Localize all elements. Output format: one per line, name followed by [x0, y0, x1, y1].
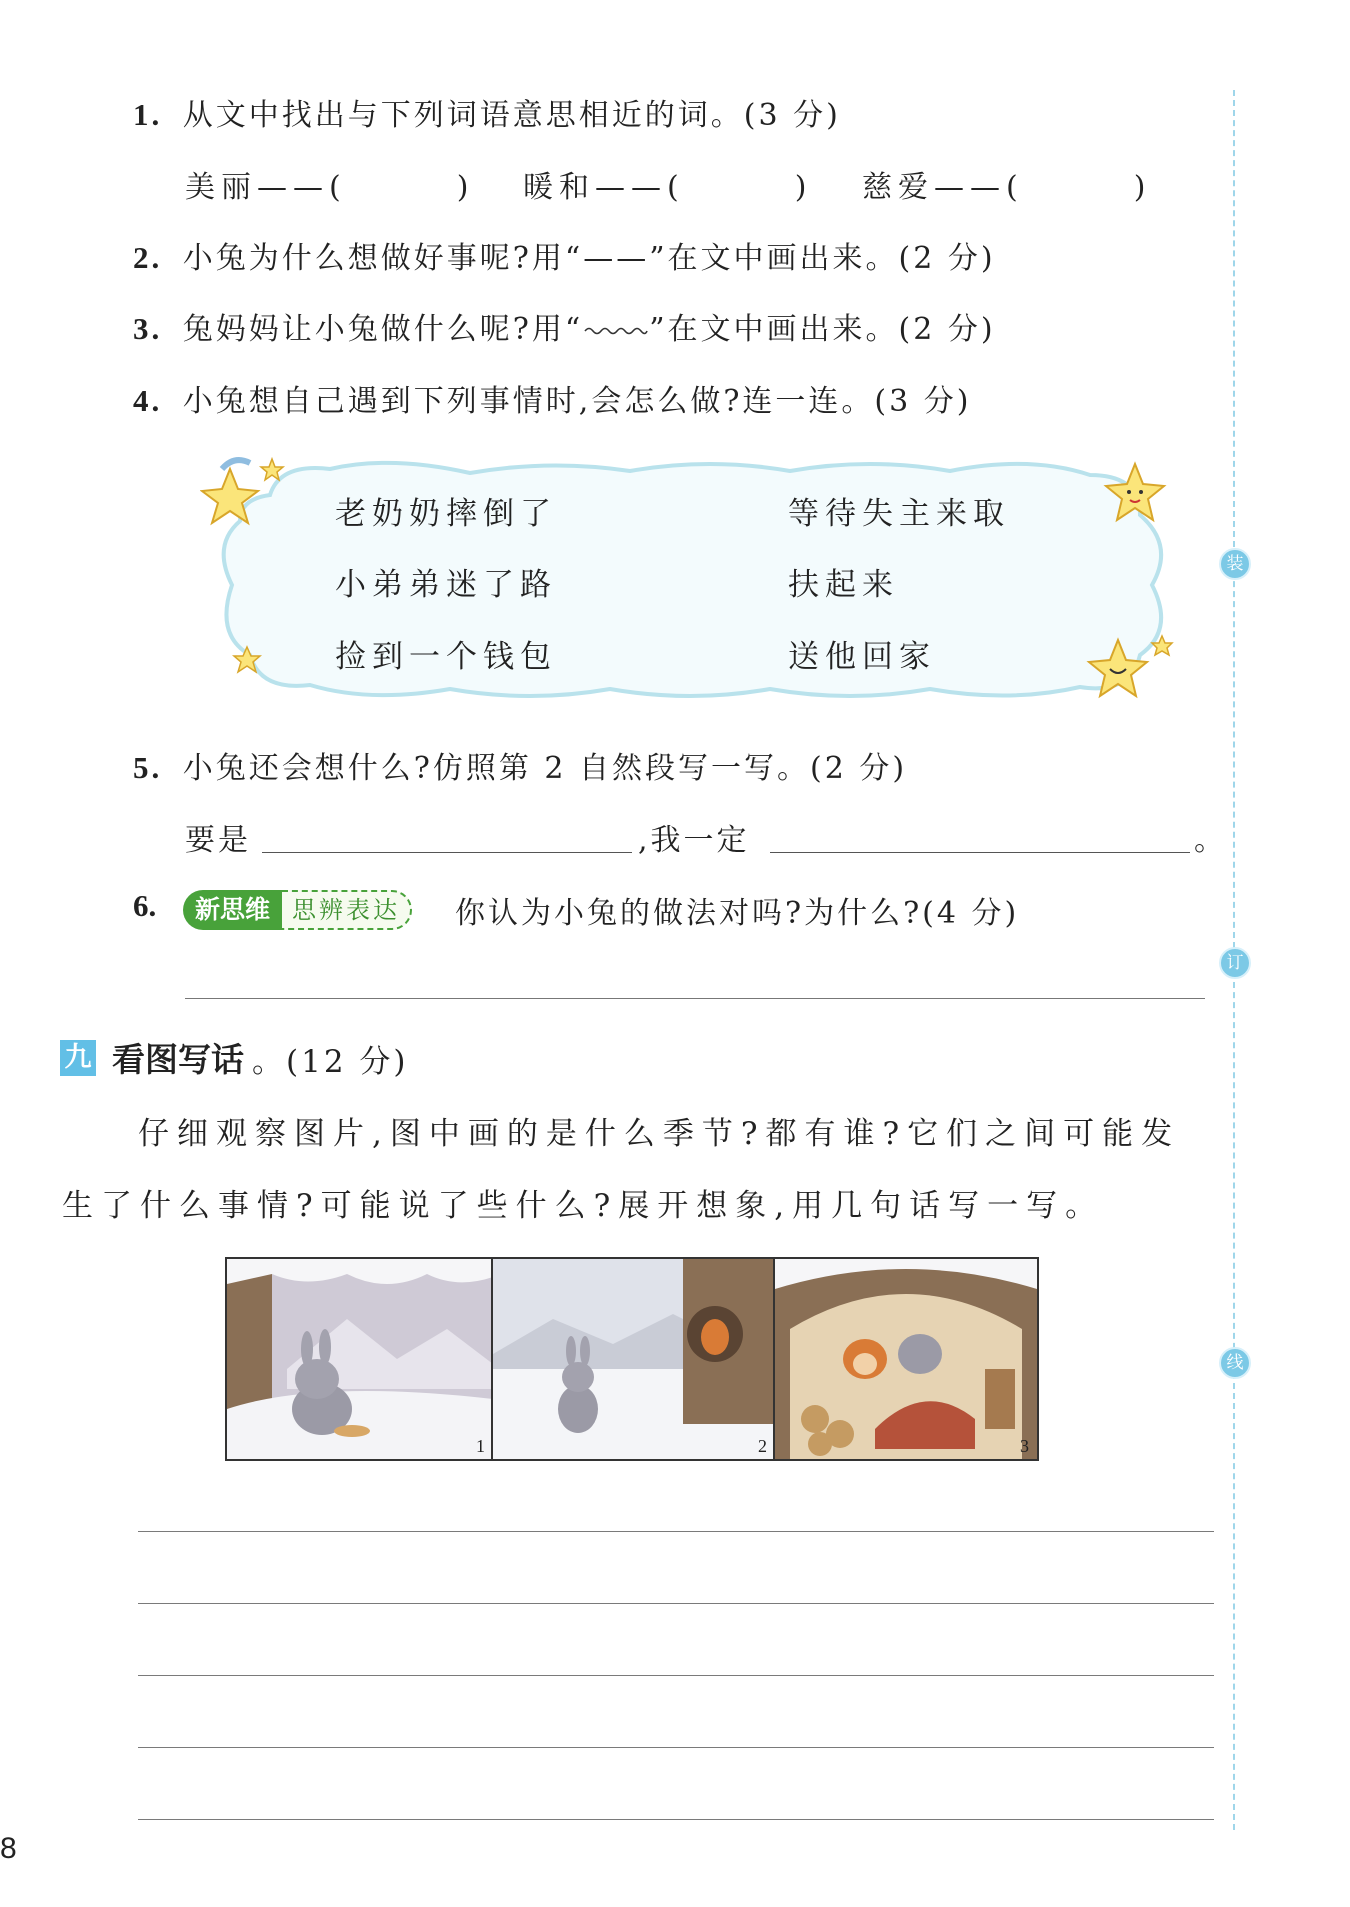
q1-word: 美丽 [185, 170, 257, 205]
page-number: 8 [0, 1832, 17, 1865]
wavy-line-icon [583, 324, 649, 338]
question-4 [133, 376, 971, 420]
margin-label-xian: 线 [1219, 1347, 1251, 1379]
q5-prefix: 要是 [185, 823, 251, 858]
q5-blank-1[interactable] [262, 852, 632, 853]
writing-line-2[interactable] [138, 1603, 1214, 1604]
q1-dash: ——( [934, 170, 1024, 205]
q5-middle: ,我一定 [638, 823, 750, 858]
rabbit-and-squirrel-illustration [493, 1259, 775, 1459]
q4-right-option-1: 等待失主来取 [788, 496, 1010, 532]
margin-label-zhuang: 装 [1219, 548, 1251, 580]
section-prompt-line-2: 生了什么事情?可能说了些什么?展开想象,用几句话写一写。 [62, 1188, 1105, 1224]
section-score: 。(12 分) [252, 1044, 409, 1080]
question-text: 小兔还会想什么?仿照第 2 自然段写一写。(2 分) [182, 751, 908, 786]
question-6-text: 你认为小兔的做法对吗?为什么?(4 分) [455, 896, 1020, 931]
question-number: 4. [133, 383, 163, 418]
picture-panel-2 [491, 1257, 777, 1461]
q1-close: ) [1133, 170, 1152, 205]
q4-right-option-3: 送他回家 [788, 639, 936, 675]
q4-left-option-1: 老奶奶摔倒了 [335, 496, 557, 532]
picture-panel-3 [773, 1257, 1039, 1461]
picture-panel-1 [225, 1257, 495, 1461]
section-prompt-line-1: 仔细观察图片,图中画的是什么季节?都有谁?它们之间可能发 [138, 1116, 1181, 1152]
q5-blank-2[interactable] [770, 852, 1190, 853]
small-star-icon [232, 645, 262, 675]
section-title: 看图写话 [112, 1040, 244, 1079]
writing-line-5[interactable] [138, 1819, 1214, 1820]
question-1 [133, 90, 841, 134]
q1-word: 暖和 [523, 170, 595, 205]
q4-right-option-2: 扶起来 [788, 567, 899, 603]
q1-close: ) [794, 170, 813, 205]
q6-answer-line[interactable] [185, 998, 1205, 999]
sleepy-star-icon [200, 455, 290, 535]
question-5 [133, 743, 907, 787]
q4-left-option-2: 小弟弟迷了路 [335, 567, 557, 603]
rabbit-in-snow-illustration [227, 1259, 493, 1459]
question-number: 3. [133, 311, 163, 346]
question-number: 5. [133, 750, 163, 785]
q5-end: 。 [1194, 823, 1227, 858]
q1-item-2 [523, 162, 812, 206]
badge-main-label: 新思维 [183, 890, 282, 930]
question-3 [133, 304, 996, 348]
question-text: 从文中找出与下列词语意思相近的词。(3 分) [182, 98, 841, 133]
q1-dash: ——( [595, 170, 685, 205]
writing-line-4[interactable] [138, 1747, 1214, 1748]
panel-number: 1 [476, 1436, 485, 1456]
q1-item-1 [185, 162, 474, 206]
question-text-b: ”在文中画出来。(2 分) [649, 312, 996, 347]
smiling-star-icon [1100, 460, 1170, 530]
section-number-icon: 九 [60, 1040, 96, 1076]
margin-label-ding: 订 [1219, 947, 1251, 979]
new-thinking-badge [183, 890, 412, 930]
q4-left-option-3: 捡到一个钱包 [335, 639, 557, 675]
question-6-number: 6. [133, 888, 157, 923]
question-text: 小兔想自己遇到下列事情时,会怎么做?连一连。(3 分) [182, 384, 972, 419]
q1-close: ) [456, 170, 475, 205]
squirrel-and-rabbit-in-den-illustration [775, 1259, 1037, 1459]
question-text-a: 兔妈妈让小兔做什么呢?用“ [182, 312, 584, 347]
panel-number: 3 [1020, 1436, 1029, 1456]
panel-number: 2 [758, 1436, 767, 1456]
q1-dash: ——( [257, 170, 347, 205]
question-number: 1. [133, 97, 163, 132]
question-number: 2. [133, 240, 163, 275]
badge-sub-label: 思辨表达 [282, 890, 412, 930]
happy-star-icon [1080, 632, 1175, 702]
question-2 [133, 233, 996, 277]
q1-word: 慈爱 [862, 170, 934, 205]
q1-item-3 [862, 162, 1151, 206]
question-text: 小兔为什么想做好事呢?用“——”在文中画出来。(2 分) [182, 241, 996, 276]
writing-line-3[interactable] [138, 1675, 1214, 1676]
writing-line-1[interactable] [138, 1531, 1214, 1532]
